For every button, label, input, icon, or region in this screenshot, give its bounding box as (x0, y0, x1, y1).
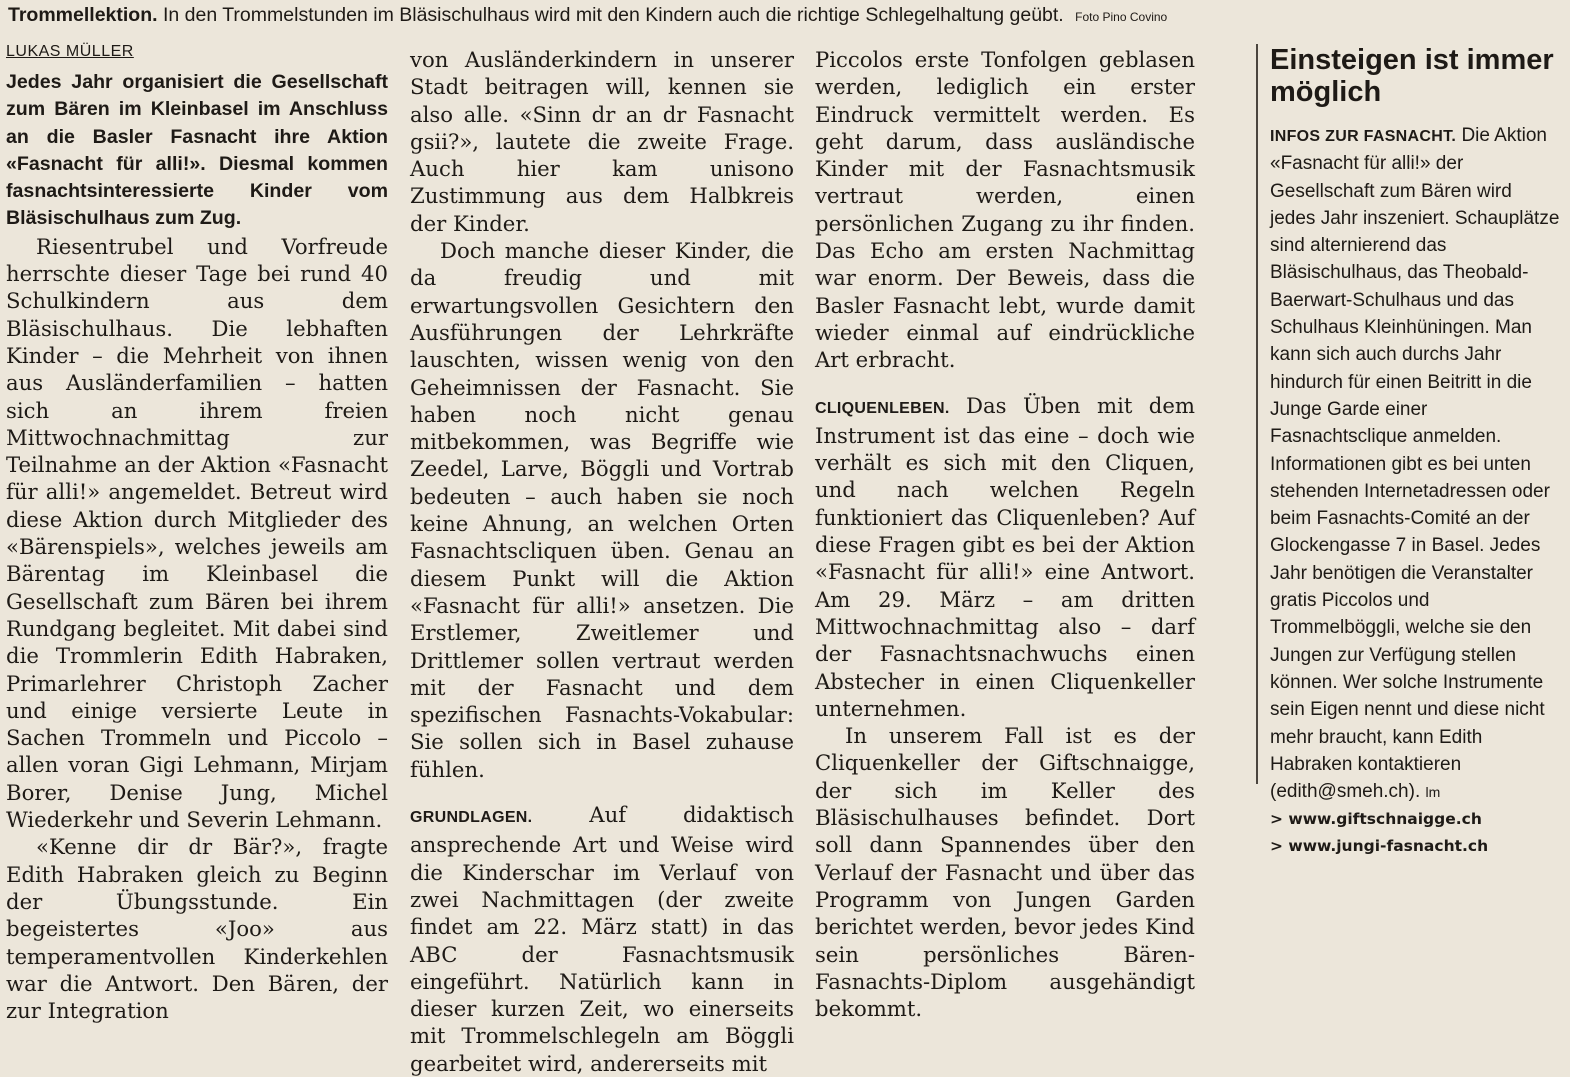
section-kicker: GRUNDLAGEN. (410, 809, 533, 827)
column-divider (1256, 44, 1258, 784)
body-paragraph: «Kenne dir dr Bär?», fragte Edith Habraken gleich zu Beginn der Übungsstunde. Ein begeistertes «Joo» aus temperamentvollen Kinderkehlen war die Antwort. Den Bären, der zur Integration (6, 834, 388, 1024)
info-box-text (1270, 122, 1562, 806)
section-text: Auf didaktisch ansprechende Art und Weise wird die Kinderschar im Verlauf von zwei Nachmittagen (der zweite findet am 22. März statt) in das ABC der Fasnachtsmusik eingeführt. Natürlich kann in dieser kurzen Zeit, wo einerseits mit Trommelschlegeln am Böggli gearbeitet wird, andererseits mit (410, 802, 794, 1076)
body-paragraph: Piccolos erste Tonfolgen geblasen werden, lediglich ein erster Eindruck vermittelt werden. Es geht darum, dass ausländische Kinder mit der Fasnachtsmusik vertraut werden, einen persönlichen Zugang zu ihr finden. Das Echo am ersten Nachmittag war enorm. Der Beweis, dass die Basler Fasnacht lebt, wurde damit wieder einmal auf eindrückliche Art erbracht. (815, 47, 1195, 373)
body-paragraph: Doch manche dieser Kinder, die da freudig und mit erwartungsvollen Gesichtern den Ausführungen der Lehrkräfte lauschten, wissen wenig von den Geheimnissen der Fasnacht. Sie haben noch nicht genau mitbekommen, was Begriffe wie Zeedel, Larve, Böggli und Vortrab bedeuten – auch haben sie noch keine Ahnung, an welchen Orten Fasnachtscliquen üben. Genau an diesem Punkt will die Aktion «Fasnacht für alli!» ansetzen. Die Erstlemer, Zweitlemer und Drittlemer sollen vertraut werden mit der Fasnacht und dem spezifischen Fasnachts-Vokabular: Sie sollen sich in Basel zuhause fühlen. (410, 238, 794, 782)
link-jungi-fasnacht[interactable]: > www.jungi-fasnacht.ch (1270, 837, 1489, 856)
body-paragraph: von Ausländerkindern in unserer Stadt beitragen will, kennen sie also alle. «Sinn dr an dr Fasnacht gsii?», lautete die zweite Frage. Auch hier kam unisono Zustimmung aus dem Halbkreis der Kinder. (410, 47, 794, 236)
caption-text: In den Trommelstunden im Bläsischulhaus wird mit den Kindern auch die richtige Schlegelhaltung geübt. (162, 4, 1064, 26)
author-initials: lm (1425, 784, 1441, 801)
link-giftschnaigge[interactable]: > www.giftschnaigge.ch (1270, 810, 1482, 829)
author-byline: LUKAS MÜLLER (6, 43, 134, 60)
article-column-3 (815, 46, 1195, 1022)
info-body: Die Aktion «Fasnacht für alli!» der Gesellschaft zum Bären wird jedes Jahr inszeniert. Schauplätze sind alternierend das Bläsischulhaus, das Theobald-Baerwart-Schulhaus und das Schulhaus Kleinhüningen. Man kann sich auch durchs Jahr hindurch für einen Beitritt in die Junge Garde einer Fasnachtsclique anmelden. Informationen gibt es bei unten stehenden Internetadressen oder beim Fasnachts-Comité an der Glockengasse 7 in Basel. Jedes Jahr benötigen die Veranstalter gratis Piccolos und Trommelböggli, welche sie den Jungen zur Verfügung stellen können. Wer solche Instrumente sein Eigen nennt und diese nicht mehr braucht, kann Edith Habraken kontaktieren (edith@smeh.ch). (1270, 125, 1560, 803)
section-paragraph (410, 801, 794, 1077)
article-column-2 (410, 46, 794, 1077)
section-paragraph (815, 392, 1195, 723)
info-kicker: INFOS ZUR FASNACHT. (1270, 128, 1457, 145)
photo-caption (8, 3, 1248, 29)
article-column-1 (6, 40, 388, 1024)
section-text: Das Üben mit dem Instrument ist das eine – doch wie verhält es sich mit den Cliquen, und nach welchen Regeln funktioniert das Cliquenleben? Auf diese Fragen gibt es bei der Aktion «Fasnacht für alli!» eine Antwort. Am 29. März – am dritten Mittwochnachmittag also – darf der Fasnachtsnachwuchs einen Abstecher in einen Cliquenkeller unternehmen. (815, 392, 1195, 721)
body-paragraph: Riesentrubel und Vorfreude herrschte dieser Tage bei rund 40 Schulkindern aus dem Bläsischulhaus. Die lebhaften Kinder – die Mehrheit von ihnen aus Ausländerfamilien – hatten sich an ihrem freien Mittwochnachmittag zur Teilnahme an der Aktion «Fasnacht für alli!» angemeldet. Betreut wird diese Aktion durch Mitglieder des «Bärenspiels», welches jeweils am Bärentag im Kleinbasel die Gesellschaft zum Bären bei ihrem Rundgang begleitet. Mit dabei sind die Trommlerin Edith Habraken, Primarlehrer Christoph Zacher und einige versierte Leute in Sachen Trommeln und Piccolo – allen voran Gigi Lehmann, Mirjam Borer, Denise Jung, Michel Wiederkehr und Severin Lehmann. (6, 233, 388, 833)
section-kicker: CLIQUENLEBEN. (815, 399, 950, 417)
caption-title: Trommellektion. (8, 4, 158, 26)
body-paragraph: In unserem Fall ist es der Cliquenkeller der Giftschnaigge, der sich im Keller des Bläsischulhauses befindet. Dort soll dann Spannendes über den Verlauf der Fasnacht und über das Programm von Jungen Garden berichtet werden, bevor jedes Kind sein persönliches Bären-Fasnachts-Diplom ausgehändigt bekommt. (815, 723, 1195, 1022)
photo-credit: Foto Pino Covino (1075, 10, 1168, 24)
info-box-title: Einsteigen ist immer möglich (1270, 44, 1554, 108)
info-box (1270, 44, 1562, 860)
article-lead: Jedes Jahr organisiert die Gesellschaft zum Bären im Kleinbasel im Anschluss an die Basler Fasnacht ihre Aktion «Fasnacht für alli!». Diesmal kommen fasnachtsinteressierte Kinder vom Bläsischulhaus zum Zug. (6, 71, 388, 230)
